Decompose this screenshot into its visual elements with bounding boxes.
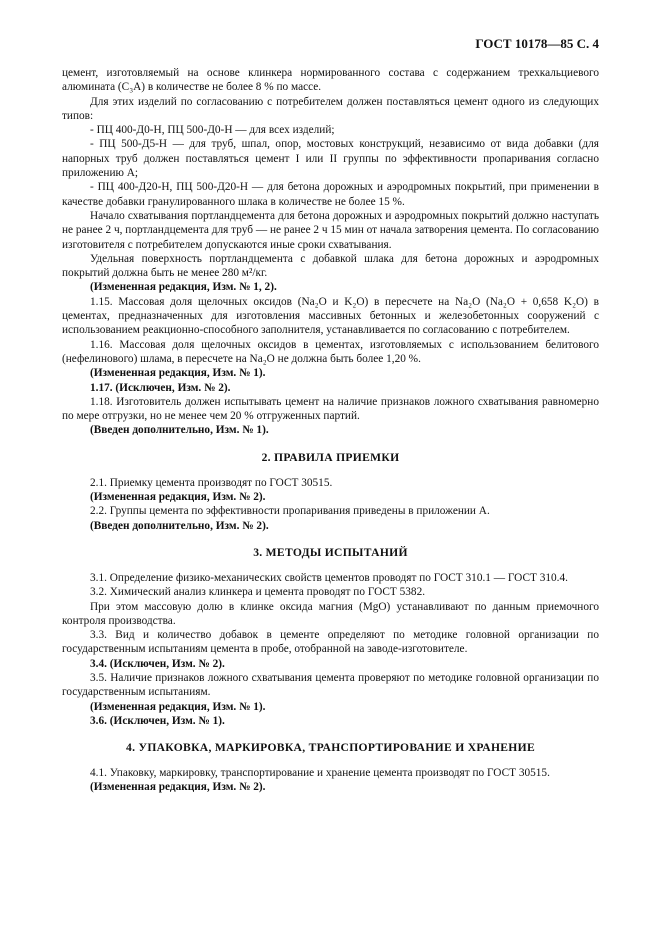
- clause-1-16: 1.16. Массовая доля щелочных оксидов в цементах, изготовляемых с использованием белитового (нефелинового) шлама, в пересчете на Na₂O не должна быть более 1,20 %.: [62, 338, 599, 365]
- clause-3-4: 3.4. (Исключен, Изм. № 2).: [90, 657, 225, 670]
- amendment-note: (Введен дополнительно, Изм. № 1).: [90, 424, 269, 437]
- clause-3-3: 3.3. Вид и количество добавок в цементе определяют по методике головной организации по государственным испытаниям цемента в пробе, отобранной на заводе-изготовителе.: [62, 629, 599, 656]
- section-2-title: 2. ПРАВИЛА ПРИЕМКИ: [261, 450, 400, 464]
- clause-1-15: 1.15. Массовая доля щелочных оксидов (Na₂O и K₂O) в пересчете на Na₂O (Na₂O + 0,658 K₂O) в цементах, предназначенных для изготовления массивных бетонных и железобетонных сооружений с использованием реакционно-способного заполнителя, устанавливается по согласованию с потребителем.: [62, 295, 599, 337]
- paragraph: Для этих изделий по согласованию с потребителем должен поставляться цемент одного из следующих типов:: [62, 95, 599, 122]
- section-3-title: 3. МЕТОДЫ ИСПЫТАНИЙ: [253, 545, 408, 559]
- page-header: ГОСТ 10178—85 С. 4: [475, 36, 599, 51]
- clause-1-17: 1.17. (Исключен, Изм. № 2).: [90, 381, 231, 394]
- paragraph: Начало схватывания портландцемента для бетона дорожных и аэродромных покрытий должно наступать не ранее 2 ч, портландцемента для труб — не ранее 2 ч 15 мин от начала затворения цемента. По согласованию изготовителя с потребителем допускаются иные сроки схватывания.: [62, 209, 599, 251]
- section-4-title: 4. УПАКОВКА, МАРКИРОВКА, ТРАНСПОРТИРОВАНИЕ И ХРАНЕНИЕ: [126, 741, 535, 755]
- amendment-note: (Измененная редакция, Изм. № 2).: [90, 781, 266, 794]
- amendment-note: (Измененная редакция, Изм. № 1).: [90, 700, 266, 713]
- clause-1-18: 1.18. Изготовитель должен испытывать цемент на наличие признаков ложного схватывания равномерно по мере отгрузки, но не менее чем 20 % отгруженных партий.: [62, 395, 599, 423]
- clause-3-2: 3.2. Химический анализ клинкера и цемента проводят по ГОСТ 5382.: [90, 586, 426, 599]
- amendment-note: (Введен дополнительно, Изм. № 2).: [90, 519, 269, 532]
- list-item: - ПЦ 400-Д20-Н, ПЦ 500-Д20-Н — для бетона дорожных и аэродромных покрытий, при применении в качестве добавки гранулированного шлака в количестве не более 15 %.: [62, 181, 599, 208]
- paragraph: цемент, изготовляемый на основе клинкера нормированного состава с содержанием трехкальциевого алюмината (С₃А) в количестве не более 8 % по массе.: [62, 67, 599, 94]
- clause-3-6: 3.6. (Исключен, Изм. № 1).: [90, 714, 225, 727]
- clause-3-5: 3.5. Наличие признаков ложного схватывания цемента проверяют по методике головной организации по государственным испытаниям.: [62, 671, 599, 699]
- paragraph: При этом массовую долю в клинке оксида магния (MgO) устанавливают по данным приемочного контроля производства.: [62, 600, 599, 627]
- list-item: - ПЦ 400-Д0-Н, ПЦ 500-Д0-Н — для всех изделий;: [90, 124, 335, 137]
- amendment-note: (Измененная редакция, Изм. № 2).: [90, 491, 266, 504]
- clause-2-2: 2.2. Группы цемента по эффективности пропаривания приведены в приложении А.: [90, 505, 490, 518]
- amendment-note: (Измененная редакция, Изм. № 1).: [90, 367, 266, 380]
- paragraph: Удельная поверхность портландцемента с добавкой шлака для бетона дорожных и аэродромных покрытий должна быть не менее 280 м²/кг.: [62, 252, 599, 280]
- clause-3-1: 3.1. Определение физико-механических свойств цементов проводят по ГОСТ 310.1 — ГОСТ 310.4.: [90, 571, 568, 584]
- clause-2-1: 2.1. Приемку цемента производят по ГОСТ 30515.: [90, 476, 333, 489]
- clause-4-1: 4.1. Упаковку, маркировку, транспортирование и хранение цемента производят по ГОСТ 30515.: [90, 767, 550, 780]
- document-page: [62, 36, 599, 795]
- list-item: - ПЦ 500-Д5-Н — для труб, шпал, опор, мостовых конструкций, независимо от вида добавки (для напорных труб должен поставляться цемент I или II группы по эффективности пропаривания согласно приложению А;: [62, 138, 599, 180]
- amendment-note: (Измененная редакция, Изм. № 1, 2).: [90, 281, 277, 294]
